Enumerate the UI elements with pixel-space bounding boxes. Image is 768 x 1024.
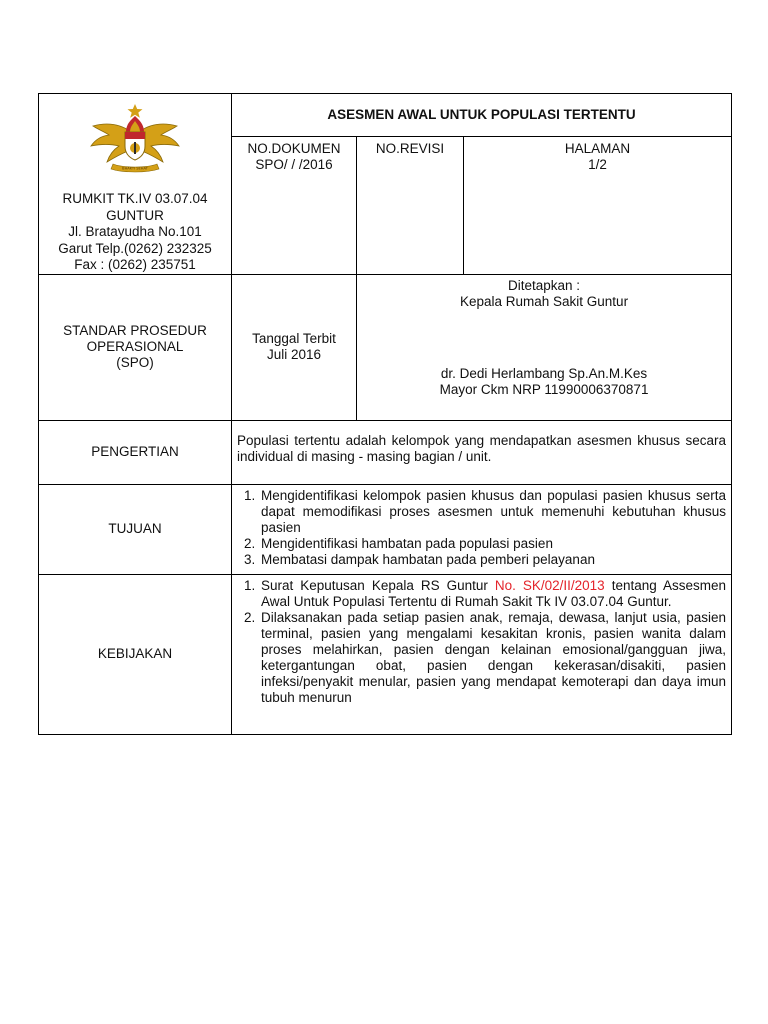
tujuan-label: TUJUAN bbox=[39, 484, 232, 574]
pengertian-text-cell bbox=[232, 420, 732, 484]
list-item: 1. Mengidentifikasi kelompok pasien khusus dan populasi pasien khusus serta dapat memodifikasi proses asesmen untuk memenuhi kebutuhan khusus pasien bbox=[259, 488, 726, 536]
doc-number-value: SPO/ / /2016 bbox=[255, 156, 333, 172]
approval-cell bbox=[357, 274, 732, 420]
spo-document-table bbox=[38, 93, 732, 735]
kebijakan-list-cell bbox=[232, 574, 732, 734]
page-cell bbox=[464, 136, 732, 274]
list-item: 2. Dilaksanakan pada setiap pasien anak, remaja, dewasa, lanjut usia, pasien terminal, pasien yang mengalami kesakitan kronis, pasien wanita dalam proses melahirkan, pasien dengan kelainan emosional/gangguan jiwa, ketergantungan obat, pasien dengan kekerasan/disakiti, pasien infeksi/penyakit menular, pasien yang mendapat kemoterapi dan daya imun tubuh menurun bbox=[259, 610, 726, 706]
issue-date-label: Tanggal Terbit bbox=[252, 331, 336, 346]
kebijakan-list bbox=[237, 578, 726, 706]
signature-space bbox=[357, 310, 731, 366]
signer-rank: Mayor Ckm NRP 11990006370871 bbox=[439, 381, 649, 397]
hospital-emblem-icon bbox=[85, 102, 185, 174]
approval-title: Kepala Rumah Sakit Guntur bbox=[459, 293, 629, 309]
institution-address: RUMKIT TK.IV 03.07.04 GUNTUR Jl. Bratayudha No.101 Garut Telp.(0262) 232325 Fax : (0262) 235751 bbox=[58, 191, 212, 272]
institution-cell bbox=[39, 94, 232, 275]
svg-text:BHAKTI SEHAT: BHAKTI SEHAT bbox=[122, 166, 148, 171]
pengertian-label: PENGERTIAN bbox=[39, 420, 232, 484]
kebijakan-label: KEBIJAKAN bbox=[39, 574, 232, 734]
list-item: 1. Surat Keputusan Kepala RS Guntur No. SK/02/II/2013 tentang Assesmen Awal Untuk Populasi Tertentu di Rumah Sakit Tk IV 03.07.04 Guntur. bbox=[259, 578, 726, 610]
sk-reference: No. SK/02/II/2013 bbox=[494, 577, 605, 593]
revision-cell bbox=[357, 136, 464, 274]
doc-number-cell bbox=[232, 136, 357, 274]
spo-label-cell: STANDAR PROSEDUR OPERASIONAL (SPO) bbox=[39, 274, 232, 420]
signer-name: dr. Dedi Herlambang Sp.An.M.Kes bbox=[440, 365, 648, 381]
list-item: 3. Membatasi dampak hambatan pada pemberi pelayanan bbox=[259, 552, 726, 568]
issue-date-value: Juli 2016 bbox=[266, 347, 322, 362]
revision-label: NO.REVISI bbox=[375, 140, 445, 156]
page-value: 1/2 bbox=[588, 156, 607, 172]
list-item: 2. Mengidentifikasi hambatan pada populasi pasien bbox=[259, 536, 726, 552]
pengertian-text: Populasi tertentu adalah kelompok yang mendapatkan asesmen khusus secara individual di masing - masing bagian / unit. bbox=[237, 432, 727, 464]
page-label: HALAMAN bbox=[564, 140, 631, 156]
approval-label: Ditetapkan : bbox=[507, 277, 581, 293]
tujuan-list bbox=[237, 488, 726, 568]
issue-date-cell bbox=[232, 274, 357, 420]
doc-number-label: NO.DOKUMEN bbox=[247, 140, 341, 156]
tujuan-list-cell bbox=[232, 484, 732, 574]
document-title: ASESMEN AWAL UNTUK POPULASI TERTENTU bbox=[232, 94, 732, 137]
